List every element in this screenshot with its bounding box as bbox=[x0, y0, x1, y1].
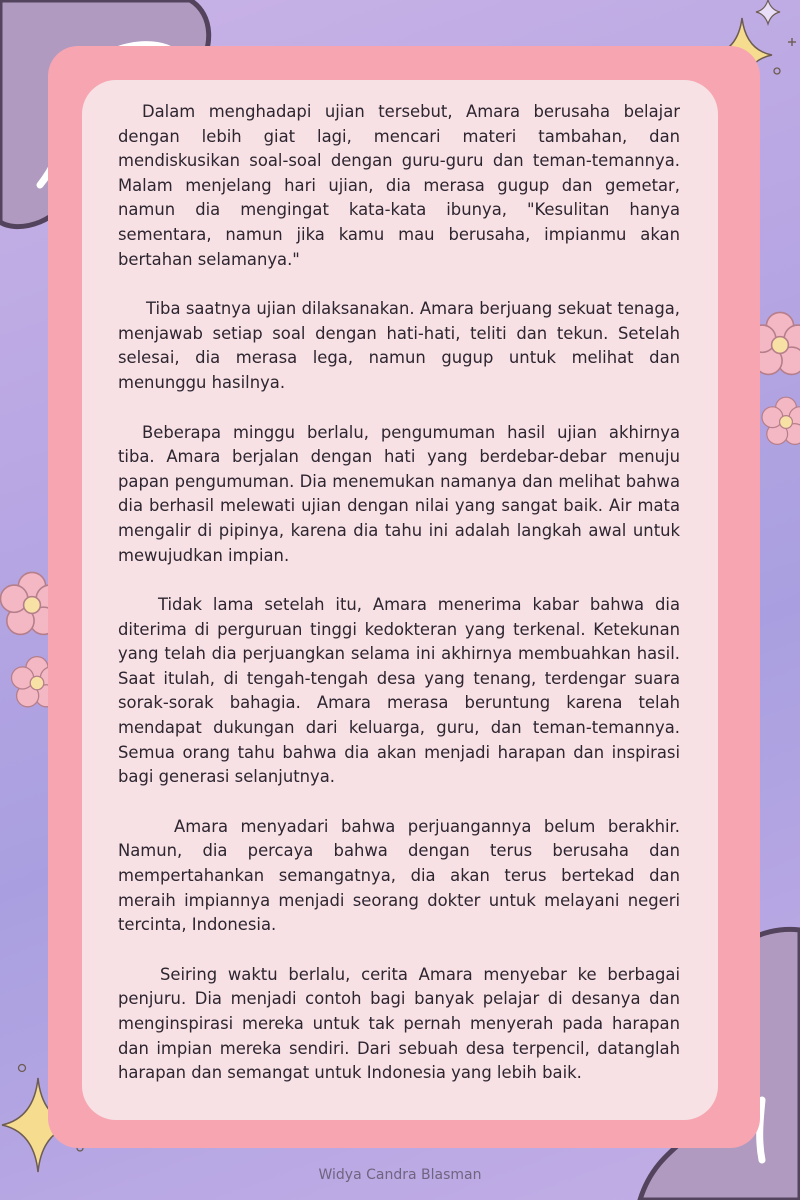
author-credit: Widya Candra Blasman bbox=[318, 1167, 482, 1183]
story-paragraph: Tidak lama setelah itu, Amara menerima kabar bahwa dia diterima di perguruan tinggi kedokteran yang terkenal. Ketekunan yang telah dia perjuangkan selama ini akhirnya membuahkan hasil. Saat itulah, di tengah-tengah desa yang tenang, terdengar suara sorak-sorak bahagia. Amara merasa beruntung karena telah mendapat dukungan dari keluarga, guru, dan teman-temannya. Semua orang tahu bahwa dia akan menjadi harapan dan inspirasi bagi generasi selanjutnya. bbox=[118, 595, 680, 787]
story-text bbox=[118, 100, 680, 1111]
sparkle-icon bbox=[756, 0, 780, 24]
blob-bottom-right-highlight-2 bbox=[760, 1100, 762, 1160]
story-paragraph: Beberapa minggu berlalu, pengumuman hasil ujian akhirnya tiba. Amara berjalan dengan hati yang berdebar-debar menuju papan pengumuman. Dia menemukan namanya dan melihat bahwa dia berhasil melewati ujian dengan nilai yang sangat baik. Air mata mengalir di pipinya, karena dia tahu ini adalah langkah awal untuk mewujudkan impian. bbox=[118, 422, 680, 565]
flower-icon bbox=[762, 397, 800, 444]
story-paragraph: Tiba saatnya ujian dilaksanakan. Amara berjuang sekuat tenaga, menjawab setiap soal dengan hati-hati, teliti dan tekun. Setelah selesai, dia merasa lega, namun gugup untuk melihat dan menunggu hasilnya. bbox=[118, 299, 680, 392]
story-paragraph: Dalam menghadapi ujian tersebut, Amara berusaha belajar dengan lebih giat lagi, mencari materi tambahan, dan mendiskusikan soal-soal dengan guru-guru dan teman-temannya. Malam menjelang hari ujian, dia merasa gugup dan gemetar, namun dia mengingat kata-kata ibunya, "Kesulitan hanya sementara, namun jika kamu mau berusaha, impianmu akan bertahan selamanya." bbox=[118, 102, 680, 269]
story-paragraph: Seiring waktu berlalu, cerita Amara menyebar ke berbagai penjuru. Dia menjadi contoh bagi banyak pelajar di desanya dan menginspirasi mereka untuk tak pernah menyerah pada harapan dan impian mereka sendiri. Dari sebuah desa terpencil, datanglah harapan dan semangat untuk Indonesia yang lebih baik. bbox=[118, 964, 680, 1083]
story-paragraph: Amara menyadari bahwa perjuangannya belum berakhir. Namun, dia percaya bahwa dengan terus berusaha dan mempertahankan semangatnya, dia akan terus bertekad dan meraih impiannya menjadi seorang dokter untuk melayani negeri tercinta, Indonesia. bbox=[118, 816, 680, 935]
